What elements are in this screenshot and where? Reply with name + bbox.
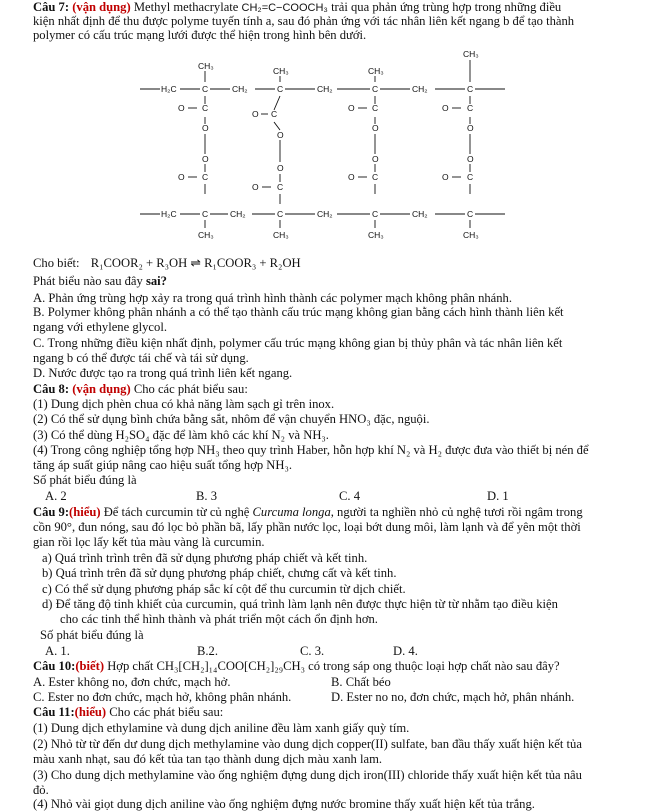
q8-item-2: (2) Có thể sử dụng bình chứa bằng sắt, nhôm để vận chuyển HNO₃ đặc, nguội. — [33, 412, 430, 426]
q9-count-label: Số phát biểu đúng là — [40, 628, 144, 642]
carbon-label: C — [372, 84, 379, 94]
oxygen-label: O — [467, 154, 474, 164]
carbon-label: C — [467, 172, 474, 182]
q9-choice-b: B.2. — [197, 644, 218, 658]
carbon-label: C — [467, 103, 474, 113]
carbon-label: C — [372, 209, 379, 219]
oxygen-label: O — [178, 103, 185, 113]
q10-level: (biết) — [75, 659, 105, 673]
q11-item-1: (1) Dung dịch ethylamine và dung dịch aniline đều làm xanh giấy quỳ tím. — [33, 721, 410, 735]
q10-choice-b: B. Chất béo — [331, 675, 391, 689]
oxygen-label: O — [178, 172, 185, 182]
oxygen-label: O — [348, 172, 355, 182]
carbon-label: C — [372, 103, 379, 113]
q8-item-1: (1) Dung dịch phèn chua có khả năng làm sạch gỉ trên inox. — [33, 397, 335, 411]
q7-line3: polymer có cấu trúc mạng lưới được thể hiện trong hình bên dưới. — [33, 28, 367, 42]
carbon-label: C — [202, 209, 209, 219]
q9-item-b: b) Quá trình trên đã sử dụng phương pháp chiết, chưng cất và kết tinh. — [42, 566, 397, 580]
q9-item-d-cont: cho các tinh thể hình thành và phát triển một cách ổn định hơn. — [60, 612, 378, 626]
ch3-label: CH₃ — [273, 66, 289, 76]
q8-text: Cho các phát biểu sau: — [133, 382, 248, 396]
oxygen-label: O — [442, 172, 449, 182]
q8-choice-c: C. 4 — [339, 489, 360, 503]
oxygen-label: O — [442, 103, 449, 113]
oxygen-label: O — [372, 123, 379, 133]
q7-text-a: Methyl methacrylate — [133, 0, 239, 14]
q10-choice-a: A. Ester không no, đơn chức, mạch hở. — [33, 675, 231, 689]
ch3-label: CH₃ — [368, 66, 384, 76]
carbon-label: C — [277, 209, 284, 219]
q10-choice-c: C. Ester no đơn chức, mạch hở, không phân nhánh. — [33, 690, 292, 704]
oxygen-label: O — [277, 130, 284, 140]
carbon-label: C — [202, 103, 209, 113]
carbon-label: C — [467, 209, 474, 219]
q10-text-b: có trong sáp ong thuộc loại hợp chất nào sau đây? — [308, 659, 560, 673]
q9-label: Câu 9: — [33, 505, 70, 519]
q8-item-4-cont: tăng áp suất giúp nâng cao hiệu suất tổng hợp NH₃. — [33, 458, 293, 472]
carbon-label: C — [271, 109, 278, 119]
q9-choice-c: C. 3. — [300, 644, 325, 658]
q9-choice-d: D. 4. — [393, 644, 418, 658]
carbon-label: C — [467, 84, 474, 94]
carbon-label: C — [277, 84, 284, 94]
ch2-label: CH₂ — [232, 84, 248, 94]
ch3-label: CH₃ — [463, 49, 479, 59]
ch3-label: CH₃ — [463, 230, 479, 240]
q7-monomer-formula: CH₂=C−COOCH₃ — [241, 2, 328, 14]
q11-item-3: (3) Cho dung dịch methylamine vào ống nghiệm đựng dung dịch iron(III) chloride thấy xuất hiện kết tủa nâu — [33, 768, 582, 782]
q7-text-b: trải qua phản ứng trùng hợp trong những điều — [331, 0, 562, 14]
q9-line2: cồn 90°, đun nóng, sau đó lọc bỏ phần bã, lấy phần nước lọc, loại bớt dung môi, làm lạnh và để yên một thời — [33, 520, 581, 534]
ch3-label: CH₃ — [273, 230, 289, 240]
q8-choice-a: A. 2 — [45, 489, 67, 503]
q9-item-a: a) Quá trình trình trên đã sử dụng phương pháp chiết và kết tinh. — [42, 551, 368, 565]
q8-label: Câu 8: — [33, 382, 70, 396]
oxygen-label: O — [202, 154, 209, 164]
q7-option-c: C. Trong những điều kiện nhất định, polymer cấu trúc mạng không gian bị thủy phân và tác nhân liên kết — [33, 336, 563, 350]
h2c-label: H₂C — [161, 84, 177, 94]
q7-prompt-keyword: sai? — [145, 274, 167, 288]
oxygen-label: O — [467, 123, 474, 133]
q10-choice-d: D. Ester no no, đơn chức, mạch hở, phân nhánh. — [331, 690, 575, 704]
q7-given — [33, 256, 301, 270]
q11-item-4: (4) Nhỏ vài giọt dung dịch aniline vào ống nghiệm đựng nước bromine thấy xuất hiện kết tủa trắng. — [33, 797, 535, 811]
q9-level: (hiểu) — [69, 505, 101, 519]
q9-line3: gian rồi lọc lấy kết tủa màu vàng là curcumin. — [33, 535, 265, 549]
ch2-label: CH₂ — [317, 84, 333, 94]
q8-item-4: (4) Trong công nghiệp tổng hợp NH₃ theo quy trình Haber, hỗn hợp khí N₂ và H₂ được đưa vào thiết bị nén để — [33, 443, 589, 457]
h2c-label: H₂C — [161, 209, 177, 219]
q11-item-2: (2) Nhỏ từ từ đến dư dung dịch methylamine vào dung dịch copper(II) sulfate, ban đầu thấy xuất hiện kết tủa — [33, 737, 582, 751]
q11-label: Câu 11: — [33, 705, 75, 719]
q7-prompt-text: Phát biểu nào sau đây — [33, 274, 143, 288]
q7-prompt — [33, 274, 167, 288]
q7-option-b-cont: ngang với ethylene glycol. — [33, 320, 167, 334]
ch2-label: CH₂ — [230, 209, 246, 219]
ch3-label: CH₃ — [368, 230, 384, 240]
ch2-label: CH₂ — [317, 209, 333, 219]
q8-choice-b: B. 3 — [196, 489, 217, 503]
oxygen-label: O — [348, 103, 355, 113]
oxygen-label: O — [372, 154, 379, 164]
q11-item-3-cont: đỏ. — [33, 783, 49, 797]
q11-item-2-cont: màu xanh nhạt, sau đó kết tủa tan tạo thành dung dịch màu xanh lam. — [33, 752, 383, 766]
ch3-label: CH₃ — [198, 230, 214, 240]
q8-choice-d: D. 1 — [487, 489, 509, 503]
q7-label: Câu 7: — [33, 0, 70, 14]
carbon-label: C — [202, 84, 209, 94]
q7-given-equation: R₁COOR₂ + R₃OH ⇌ R₁COOR₃ + R₂OH — [90, 256, 301, 270]
q10-header — [33, 659, 560, 673]
q9-text-a: Để tách curcumin từ củ nghệ — [103, 505, 250, 519]
q7-given-label: Cho biết: — [33, 256, 80, 270]
q7-line2: kiện nhất định để thu được polyme tuyến tính a, sau đó phản ứng với tác nhân liên kết ngang b để tạo thành — [33, 14, 575, 28]
oxygen-label: O — [277, 163, 284, 173]
carbon-label: C — [372, 172, 379, 182]
q9-text-b: , người ta nghiền nhỏ củ nghệ tươi rồi ngâm trong — [330, 505, 583, 519]
q7-line1 — [33, 0, 561, 15]
q7-option-d: D. Nước được tạo ra trong quá trình liên kết ngang. — [33, 366, 293, 380]
ch3-label: CH₃ — [198, 61, 214, 71]
oxygen-label: O — [202, 123, 209, 133]
oxygen-label: O — [252, 109, 259, 119]
q9-choice-a: A. 1. — [45, 644, 70, 658]
q11-text: Cho các phát biểu sau: — [109, 705, 224, 719]
q7-option-c-cont: ngang b có thể được tái chế và tái sử dụng. — [33, 351, 249, 365]
q10-text-a: Hợp chất CH₃[CH₂]₁₄COO[CH₂]₂₉CH₃ — [107, 659, 305, 673]
oxygen-label: O — [252, 182, 259, 192]
q8-item-3: (3) Có thể dùng H₂SO₄ đặc để làm khô các khí N₂ và NH₃. — [33, 428, 329, 442]
ch2-label: CH₂ — [412, 209, 428, 219]
q10-label: Câu 10: — [33, 659, 76, 673]
carbon-label: C — [277, 182, 284, 192]
q9-species: Curcuma longa — [252, 505, 331, 519]
q8-header — [33, 382, 248, 396]
q8-count-label: Số phát biểu đúng là — [33, 473, 137, 487]
q11-level: (hiểu) — [74, 705, 107, 719]
q7-level: (vận dụng) — [72, 0, 131, 14]
crosslinked-polymer-diagram — [140, 44, 510, 244]
carbon-label: C — [202, 172, 209, 182]
q8-level: (vận dụng) — [72, 382, 131, 396]
ch2-label: CH₂ — [412, 84, 428, 94]
q9-line1 — [33, 505, 583, 519]
q11-header — [33, 705, 223, 719]
q9-item-d: d) Để tăng độ tinh khiết của curcumin, quá trình làm lạnh nên được thực hiện từ từ nhằm tạo điều kiện — [42, 597, 558, 611]
q7-option-a: A. Phản ứng trùng hợp xảy ra trong quá trình hình thành các polymer mạch không phân nhánh. — [33, 291, 512, 305]
q7-option-b: B. Polymer không phân nhánh a có thể tạo thành cấu trúc mạng không gian bằng cách hình thành liên kết — [33, 305, 564, 319]
q9-item-c: c) Có thể sử dụng phương pháp sắc kí cột để thu curcumin từ dịch chiết. — [42, 582, 406, 596]
